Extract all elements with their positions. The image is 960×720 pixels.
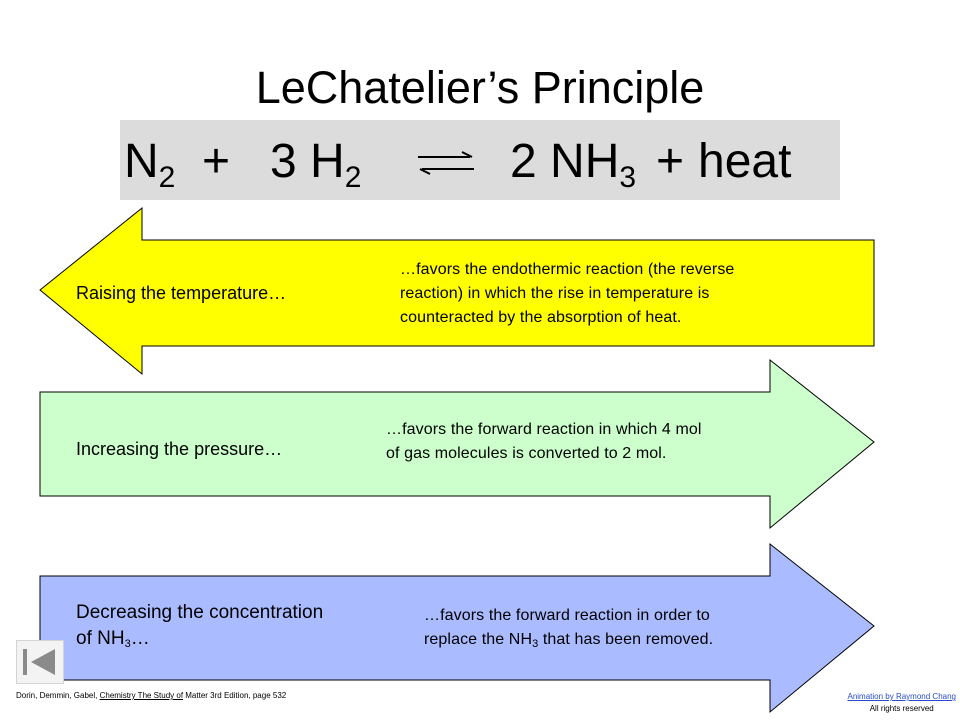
equation-h2: 3 $H_2$	[270, 135, 362, 194]
rights-text: All rights reserved	[869, 704, 934, 713]
concentration-label: Decreasing the concentration of $NH_3\dots$	[76, 602, 324, 650]
credits	[847, 691, 956, 715]
back-to-start-icon	[17, 641, 63, 683]
pressure-desc: …favors the forward reaction in which 4 mol of gas molecules is converted to 2 mol.	[386, 421, 702, 462]
equation-n2: $N_2$	[124, 135, 176, 194]
citation: Dorin, Demmin, Gabel, Chemistry The Study of Matter 3rd Edition, page 532	[16, 691, 287, 700]
equation-nh3: 2 $NH_3$	[510, 135, 637, 194]
equation-plus-2: +	[656, 135, 685, 188]
concentration-desc: …favors the forward reaction in order to replace the $NH_3$ that has been removed.	[424, 607, 714, 650]
back-to-start-button[interactable]	[16, 640, 64, 684]
equation-heat: heat	[698, 135, 792, 188]
temperature-label: Raising the temperature…	[76, 283, 287, 303]
slide-title: LeChatelier’s Principle	[255, 62, 705, 113]
temperature-desc: …favors the endothermic reaction (the reverse reaction) in which the rise in temperature is counteracted by the absorption of heat.	[400, 261, 735, 326]
equation-plus-1: +	[202, 135, 231, 188]
animation-credit-link[interactable]: Animation by Raymond Chang	[847, 692, 956, 701]
pressure-label: Increasing the pressure…	[76, 439, 283, 459]
